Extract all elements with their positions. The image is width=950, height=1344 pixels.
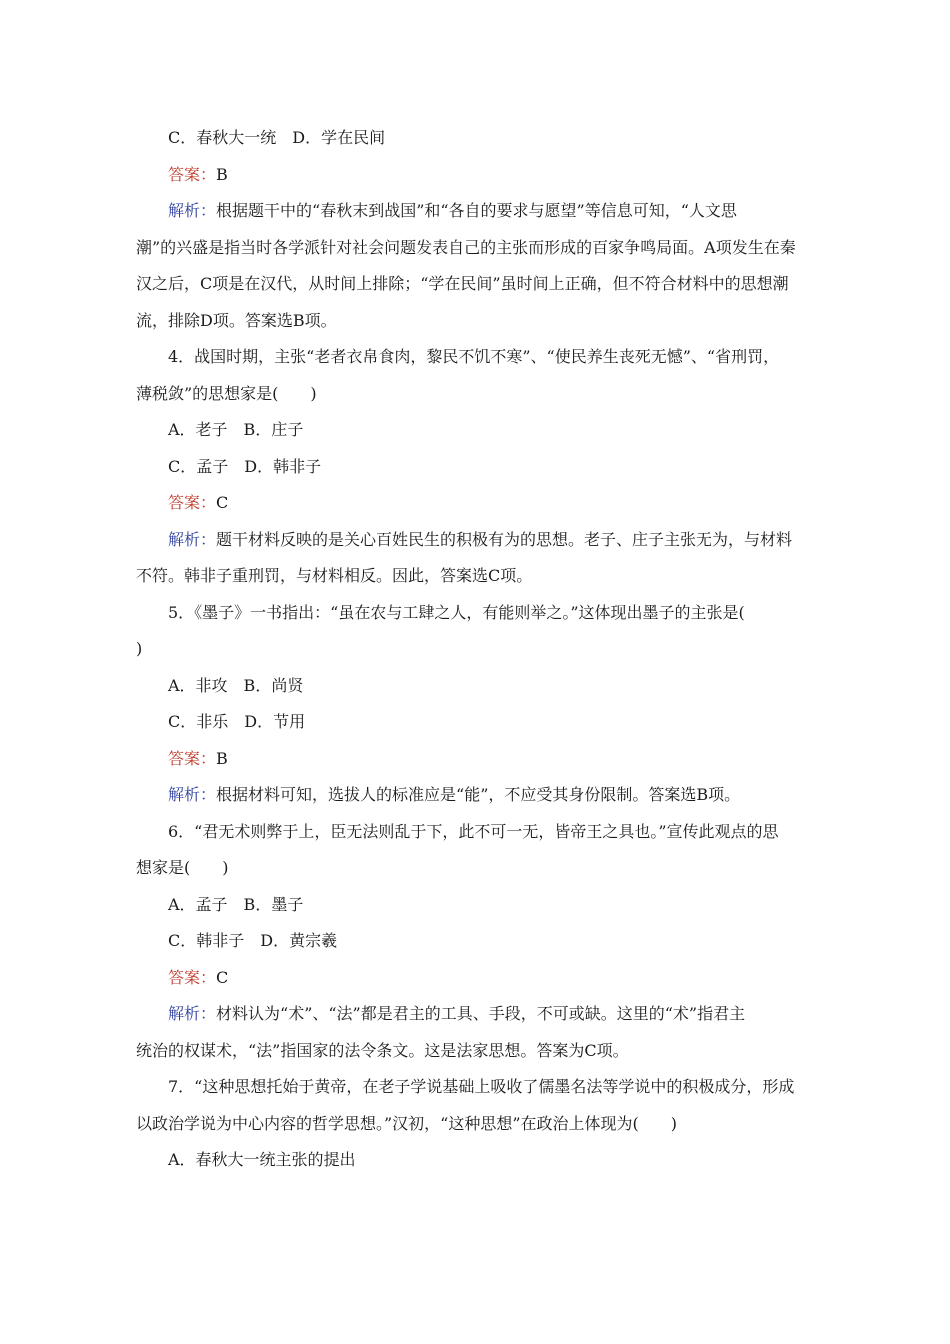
- line-text: 汉之后，C项是在汉代，从时间上排除；“学在民间”虽时间上正确，但不符合材料中的思想潮: [136, 274, 789, 293]
- line-text: C．孟子 D．韩非子: [168, 456, 322, 476]
- line-text: 想家是( ): [136, 858, 229, 877]
- answer-line: [136, 485, 840, 522]
- question-text: [136, 1069, 840, 1106]
- document-body: [136, 120, 840, 1179]
- line-text: 7．“这种思想托始于黄帝，在老子学说基础上吸收了儒墨名法等学说中的积极成分，形成: [168, 1077, 795, 1096]
- line-text: 根据题干中的“春秋末到战国”和“各自的要求与愿望”等信息可知，“人文思: [216, 201, 737, 220]
- explanation-line: [136, 777, 840, 814]
- answer-options: [136, 923, 840, 960]
- answer-options: [136, 120, 840, 157]
- continuation-text: [136, 1033, 840, 1070]
- continuation-text: [136, 230, 840, 267]
- answer-options: [136, 1142, 840, 1179]
- line-text: B: [216, 164, 228, 184]
- continuation-text: [136, 850, 840, 887]
- line-text: A．非攻 B．尚贤: [168, 675, 304, 695]
- answer-label: 答案：: [168, 967, 217, 987]
- line-text: A．孟子 B．墨子: [168, 894, 304, 914]
- continuation-text: [136, 631, 840, 668]
- answer-options: [136, 704, 840, 741]
- line-text: C．春秋大一统 D．学在民间: [168, 128, 386, 147]
- line-text: ): [136, 639, 143, 658]
- line-text: 5．《墨子》一书指出：“虽在农与工肆之人，有能则举之。”这体现出墨子的主张是(: [168, 602, 745, 622]
- question-text: [136, 814, 840, 851]
- line-text: 潮”的兴盛是指当时各学派针对社会问题发表自己的主张而形成的百家争鸣局面。A项发生在秦: [136, 237, 796, 257]
- line-text: 流，排除D项。答案选B项。: [136, 310, 337, 330]
- continuation-text: [136, 303, 840, 340]
- line-text: A．春秋大一统主张的提出: [168, 1150, 356, 1169]
- line-text: 6．“君无术则弊于上，臣无法则乱于下，此不可一无，皆帝王之具也。”宣传此观点的思: [168, 821, 779, 841]
- line-text: 统治的权谋术，“法”指国家的法令条文。这是法家思想。答案为C项。: [136, 1040, 629, 1060]
- continuation-text: [136, 1106, 840, 1143]
- answer-options: [136, 668, 840, 705]
- continuation-text: [136, 558, 840, 595]
- answer-line: [136, 741, 840, 778]
- line-text: C．非乐 D．节用: [168, 712, 306, 731]
- answer-line: [136, 157, 840, 194]
- answer-label: 答案：: [168, 493, 217, 512]
- continuation-text: [136, 376, 840, 413]
- line-text: A．老子 B．庄子: [168, 420, 304, 439]
- line-text: 不符。韩非子重刑罚，与材料相反。因此，答案选C项。: [136, 566, 533, 585]
- answer-options: [136, 412, 840, 449]
- line-text: 以政治学说为中心内容的哲学思想。”汉初，“这种思想”在政治上体现为( ): [136, 1113, 678, 1133]
- answer-label: 答案：: [168, 164, 217, 184]
- explanation-label: 解析：: [168, 529, 217, 549]
- explanation-line: [136, 193, 840, 230]
- explanation-line: [136, 522, 840, 559]
- line-text: 根据材料可知，选拔人的标准应是“能”，不应受其身份限制。答案选B项。: [216, 785, 741, 804]
- answer-line: [136, 960, 840, 997]
- line-text: B: [216, 748, 228, 768]
- question-text: [136, 595, 840, 632]
- line-text: 薄税敛”的思想家是( ): [136, 383, 317, 403]
- line-text: C: [216, 493, 229, 512]
- line-text: C．韩非子 D．黄宗羲: [168, 931, 338, 950]
- answer-options: [136, 449, 840, 486]
- answer-label: 答案：: [168, 748, 217, 768]
- answer-options: [136, 887, 840, 924]
- explanation-label: 解析：: [168, 201, 217, 220]
- explanation-line: [136, 996, 840, 1033]
- line-text: 材料认为“术”、“法”都是君主的工具、手段，不可或缺。这里的“术”指君主: [216, 1004, 746, 1023]
- question-text: [136, 339, 840, 376]
- line-text: 题干材料反映的是关心百姓民生的积极有为的思想。老子、庄子主张无为，与材料: [216, 529, 793, 549]
- explanation-label: 解析：: [168, 785, 217, 804]
- explanation-label: 解析：: [168, 1004, 217, 1023]
- line-text: C: [216, 967, 229, 987]
- continuation-text: [136, 266, 840, 303]
- line-text: 4．战国时期，主张“老者衣帛食肉，黎民不饥不寒”、“使民养生丧死无憾”、“省刑罚，: [168, 347, 780, 366]
